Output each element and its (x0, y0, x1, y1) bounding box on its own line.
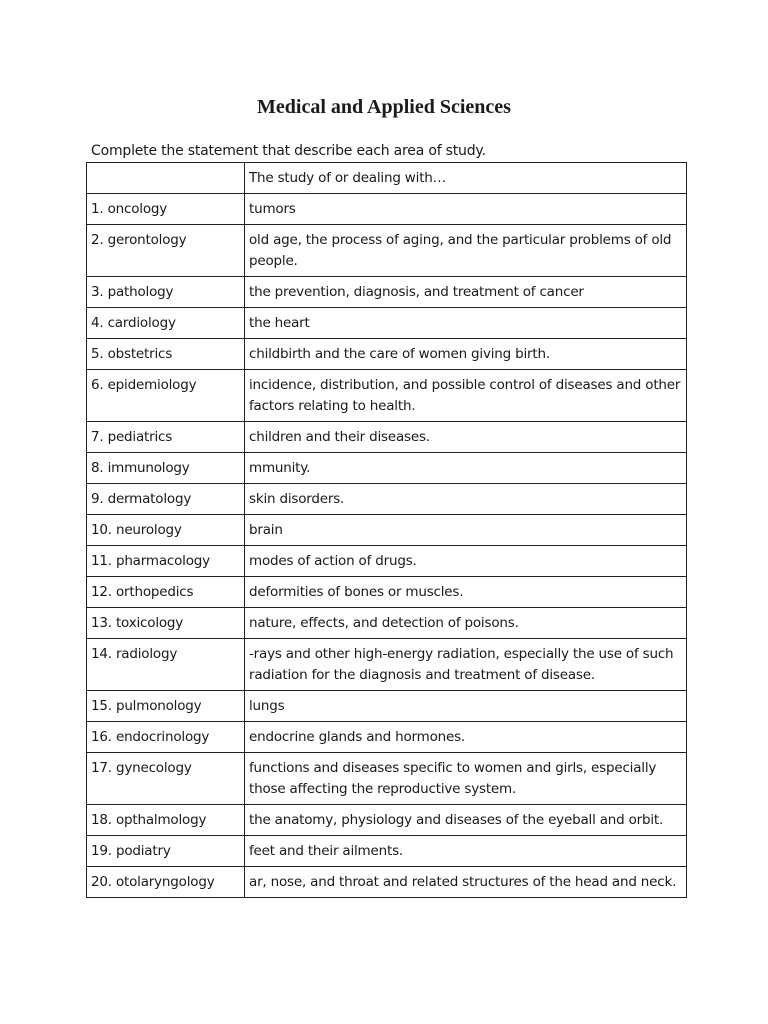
term-cell: 9. dermatology (87, 484, 245, 515)
table-header-row (87, 163, 687, 194)
definition-cell: tumors (245, 194, 687, 225)
definition-cell: endocrine glands and hormones. (245, 722, 687, 753)
term-cell: 1. oncology (87, 194, 245, 225)
terms-table-body (87, 163, 687, 898)
table-row (87, 546, 687, 577)
term-cell: 12. orthopedics (87, 577, 245, 608)
table-row (87, 753, 687, 805)
term-cell: 16. endocrinology (87, 722, 245, 753)
definition-cell: the prevention, diagnosis, and treatment of cancer (245, 277, 687, 308)
terms-table (86, 162, 687, 898)
term-cell: 15. pulmonology (87, 691, 245, 722)
term-cell: 18. opthalmology (87, 805, 245, 836)
definition-cell: the anatomy, physiology and diseases of the eyeball and orbit. (245, 805, 687, 836)
term-cell: 13. toxicology (87, 608, 245, 639)
term-cell: 17. gynecology (87, 753, 245, 805)
term-cell: 6. epidemiology (87, 370, 245, 422)
table-row (87, 484, 687, 515)
table-row (87, 608, 687, 639)
definition-cell: children and their diseases. (245, 422, 687, 453)
definition-cell: nature, effects, and detection of poisons. (245, 608, 687, 639)
table-row (87, 422, 687, 453)
term-cell: 5. obstetrics (87, 339, 245, 370)
table-row (87, 339, 687, 370)
term-cell: 11. pharmacology (87, 546, 245, 577)
table-row (87, 867, 687, 898)
definition-cell: ar, nose, and throat and related structures of the head and neck. (245, 867, 687, 898)
table-row (87, 277, 687, 308)
term-cell: 14. radiology (87, 639, 245, 691)
table-row (87, 722, 687, 753)
definition-cell: brain (245, 515, 687, 546)
table-row (87, 691, 687, 722)
definition-cell: mmunity. (245, 453, 687, 484)
table-row (87, 836, 687, 867)
definition-cell: modes of action of drugs. (245, 546, 687, 577)
definition-cell: feet and their ailments. (245, 836, 687, 867)
table-row (87, 308, 687, 339)
term-cell: 19. podiatry (87, 836, 245, 867)
definition-cell: lungs (245, 691, 687, 722)
definition-cell: incidence, distribution, and possible control of diseases and other factors relating to health. (245, 370, 687, 422)
definition-cell: functions and diseases specific to women and girls, especially those affecting the reproductive system. (245, 753, 687, 805)
table-row (87, 225, 687, 277)
table-row (87, 577, 687, 608)
table-row (87, 805, 687, 836)
definition-cell: -rays and other high-energy radiation, especially the use of such radiation for the diagnosis and treatment of disease. (245, 639, 687, 691)
term-cell: 20. otolaryngology (87, 867, 245, 898)
page-title: Medical and Applied Sciences (257, 96, 511, 118)
definition-cell: deformities of bones or muscles. (245, 577, 687, 608)
table-row (87, 194, 687, 225)
header-term-cell (87, 163, 245, 194)
header-definition-cell: The study of or dealing with… (245, 163, 687, 194)
instructions-text: Complete the statement that describe each area of study. (91, 143, 486, 159)
definition-cell: the heart (245, 308, 687, 339)
term-cell: 4. cardiology (87, 308, 245, 339)
table-row (87, 515, 687, 546)
table-row (87, 453, 687, 484)
table-row (87, 370, 687, 422)
term-cell: 3. pathology (87, 277, 245, 308)
definition-cell: childbirth and the care of women giving birth. (245, 339, 687, 370)
term-cell: 2. gerontology (87, 225, 245, 277)
definition-cell: old age, the process of aging, and the particular problems of old people. (245, 225, 687, 277)
term-cell: 8. immunology (87, 453, 245, 484)
term-cell: 10. neurology (87, 515, 245, 546)
table-row (87, 639, 687, 691)
term-cell: 7. pediatrics (87, 422, 245, 453)
definition-cell: skin disorders. (245, 484, 687, 515)
